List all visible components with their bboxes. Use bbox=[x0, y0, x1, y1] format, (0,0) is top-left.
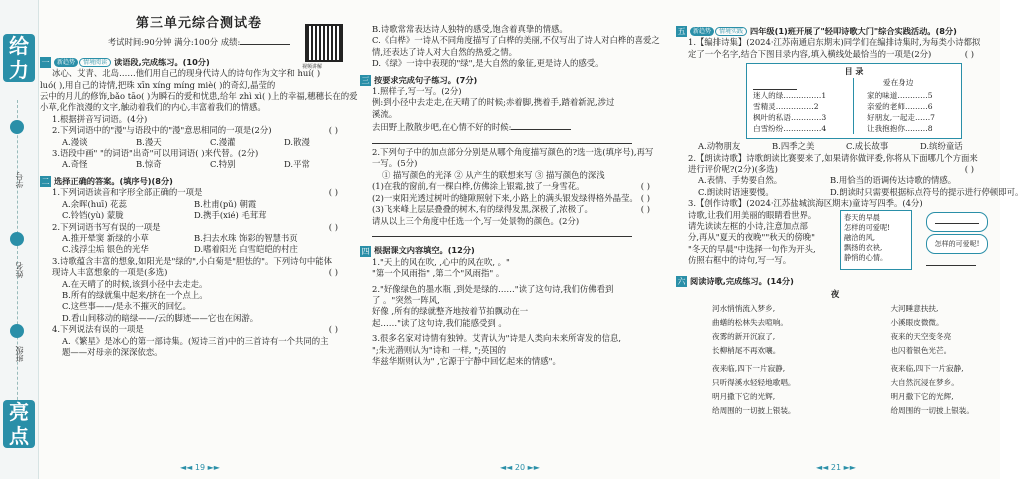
poem-line: 融洽的风, bbox=[844, 232, 876, 242]
question bbox=[40, 187, 358, 198]
question-item: 请从以上三个角度中任选一个,写一处景物的颜色。(2分) bbox=[372, 215, 580, 226]
question bbox=[40, 222, 358, 233]
poem-line: 飘扬的衣袂, bbox=[844, 242, 883, 252]
option[interactable]: B.漫天 bbox=[136, 136, 162, 147]
passage-line: 冰心、艾青、北岛……他们用自己的现身代诗人的诗句作为文字和 huí( ) bbox=[52, 68, 321, 79]
option[interactable]: D.朗读时只需要根据标点符号的提示进行停顿即可。 bbox=[830, 186, 1023, 197]
question: 一写。(5分) bbox=[372, 158, 418, 169]
question-text: (3)飞来峰上层层叠叠的树木,有的绿得发黑,深极了,浓极了。 bbox=[372, 204, 593, 215]
poem-line: 夜来临,四下一片寂静, bbox=[712, 364, 786, 374]
options bbox=[40, 137, 358, 148]
question-text: 进行评价呢?(2分)(多选) bbox=[688, 164, 778, 175]
question-text: 2.下列词语中的"漫"与语段中的"漫"意思相同的一项是(2分) bbox=[52, 125, 272, 136]
answer-bubble: 怎样的可爱呢! bbox=[926, 234, 988, 254]
options bbox=[676, 141, 994, 152]
name-label: 姓名 bbox=[15, 262, 24, 278]
answer-paren[interactable]: ( ) bbox=[964, 164, 974, 175]
table-of-contents bbox=[746, 63, 962, 139]
question bbox=[676, 49, 994, 60]
section-title: 选择正确的答案。(填序号)(8分) bbox=[54, 175, 173, 186]
question-text: 定了一个名字,结合下图目录内容,填入横线处最恰当的一项是(2分) bbox=[688, 48, 932, 59]
options bbox=[40, 244, 358, 255]
option[interactable]: B.诗歌常常表达诗人独特的感受,饱含着真挚的情感。 bbox=[372, 24, 568, 34]
answer-paren[interactable]: ( ) bbox=[328, 187, 338, 198]
poem-line: 小溪眼皮微微。 bbox=[890, 318, 944, 328]
section-6-header bbox=[676, 276, 994, 287]
section-title: 四年级(1)班开展了"轻叩诗歌大门"综合实践活动。(8分) bbox=[750, 26, 957, 36]
question: 2.下列句子中的加点部分分别是从哪个角度描写颜色的?选一选(填序号),再写 bbox=[372, 147, 654, 158]
option[interactable]: B.用恰当的语调传达诗歌的情感。 bbox=[830, 175, 957, 186]
poem-line: 夜雾的新开沉寂了, bbox=[712, 332, 776, 342]
option[interactable]: B.惊奇 bbox=[136, 159, 162, 170]
option: 情,还表达了诗人对大自然的热爱之情。 bbox=[372, 46, 518, 57]
question: 1."天上的风在吹, ,心中的风在吹, 。" bbox=[372, 256, 510, 267]
question: 3.很多名家对诗情有独钟。艾青认为"诗是人类向未来所寄发的信息, bbox=[372, 333, 622, 344]
options bbox=[40, 210, 358, 221]
section-number: 六 bbox=[677, 276, 686, 286]
section-3-header bbox=[360, 75, 670, 86]
poem-line: 静悄的心情。 bbox=[844, 252, 888, 262]
section-title: 根据课文内容填空。(12分) bbox=[374, 245, 475, 256]
question-text: (1)在我的窗前,有一棵白桦,仿佛涂上银霜,披了一身雪花。 bbox=[372, 181, 585, 192]
poem-line: 给周围的一切披上银装。 bbox=[890, 406, 974, 416]
answer-blank[interactable] bbox=[935, 215, 979, 224]
passage-line: 小草,化作浪漫的文字,触动着我们的内心,丰富着我们的情感。 bbox=[40, 102, 266, 113]
question: 1.根据拼音写词语。(4分) bbox=[52, 113, 148, 124]
option-list: ① 描写颜色的光泽 ② 从产生的联想来写 ③ 描写颜色的深浅 bbox=[382, 169, 605, 180]
options bbox=[40, 233, 358, 244]
answer-blank[interactable] bbox=[926, 256, 976, 266]
answer-paren[interactable]: ( ) bbox=[328, 221, 338, 232]
poem-line: 明月撒下它的光辉, bbox=[890, 392, 954, 402]
question: 3.【创作诗歌】(2024·江苏盐城滨海区期末)童诗写四季。(4分) bbox=[688, 198, 923, 209]
poem-writing-area bbox=[676, 210, 994, 272]
question: 1.【编排诗集】(2024·江苏南通启东期末)同学们在编排诗集时,为每类小诗都拟 bbox=[688, 37, 981, 48]
section-number: 二 bbox=[41, 177, 50, 187]
question: "第一个风雨指" ,第二个"风雨指" 。 bbox=[372, 268, 505, 279]
option[interactable]: C.漫灌 bbox=[210, 136, 236, 147]
option[interactable]: D.缤纷童话 bbox=[920, 141, 963, 152]
question-text: (2)一束阳光透过树叶的缝隙照射下来,小路上的满头银发绿得格外晶莹。 bbox=[372, 192, 638, 203]
section-title: 阅读诗歌,完成练习。(14分) bbox=[690, 275, 794, 286]
question bbox=[40, 125, 358, 136]
options bbox=[676, 186, 1023, 198]
option[interactable]: A.《繁星》是冰心的第一部诗集。(短诗三首)中的三首诗有一个共同的主 bbox=[62, 335, 329, 346]
option[interactable]: D.携手(xié) 毛茸茸 bbox=[194, 210, 267, 221]
answer-paren[interactable]: ( ) bbox=[640, 192, 650, 203]
question-text: 1.下列词语读音和字形全部正确的一项是 bbox=[52, 187, 203, 198]
toc-right-head: 爱在身边 bbox=[883, 78, 914, 88]
poem-line: 春天的早晨 bbox=[844, 212, 880, 222]
strip-dot bbox=[10, 232, 24, 246]
instruction-line: 仿照右框中的诗句,写一写。 bbox=[688, 255, 792, 266]
option[interactable]: A.表情、手势要自然。 bbox=[698, 175, 783, 186]
section-2-header bbox=[40, 176, 358, 187]
toc-item: 雪精灵……………2 bbox=[753, 102, 819, 112]
option[interactable]: C.特别 bbox=[210, 159, 236, 170]
question: ";朱光潜则认为"诗和 一样, ";英国的 bbox=[372, 344, 507, 355]
option[interactable]: B.所有的绿就集中起来/挤在一个点上。 bbox=[62, 289, 208, 300]
question: 2.【朗读诗歌】诗歌朗读比赛要来了,如果请你做评委,你将从下面哪几个方面来 bbox=[688, 152, 978, 163]
answer-paren[interactable]: ( ) bbox=[964, 48, 974, 59]
page-number-text: 19 bbox=[194, 462, 206, 472]
option[interactable]: A.推开晕窦 新绿的小草 bbox=[62, 232, 149, 243]
qr-caption: 视频讲解 bbox=[302, 64, 323, 70]
poem-right-column bbox=[890, 302, 974, 418]
page-number: ◄◄ 21 ►► bbox=[816, 462, 856, 472]
page-21 bbox=[676, 0, 1023, 479]
question bbox=[40, 324, 358, 335]
toc-item: 让我抱抱你………8 bbox=[867, 124, 933, 134]
option[interactable]: D.散漫 bbox=[284, 136, 310, 147]
section-5-header bbox=[676, 26, 994, 37]
page-number-text: 20 bbox=[514, 462, 526, 472]
answer-line bbox=[926, 256, 976, 269]
answer-paren[interactable]: ( ) bbox=[328, 125, 338, 136]
poem-line: 怎样的可爱呢! bbox=[844, 222, 891, 232]
poem-left-column bbox=[712, 302, 796, 418]
example-text: 去田野上散散步吧,在心情不好的时候: bbox=[372, 122, 512, 133]
question: 1.照样子,写一写。(2分) bbox=[372, 86, 462, 97]
question: 2."好像绿色的墨水瓶 ,到处是绿的……"读了这句诗,我们仿佛看到 bbox=[372, 283, 614, 294]
section-number: 四 bbox=[361, 246, 370, 256]
option[interactable]: D.《绿》一诗中表现的"绿",是大自然的象征,更是诗人的感受。 bbox=[372, 58, 604, 69]
answer-bubble[interactable] bbox=[926, 212, 988, 232]
poem-line: 河水悄悄流入梦乡, bbox=[712, 304, 776, 314]
poem-line: 曲蟮的松林失去喧响。 bbox=[712, 318, 788, 328]
option[interactable]: A.在天晴了的时候,该到小径中去走走。 bbox=[62, 278, 208, 289]
instruction-line: "冬天的早晨"中选择一句作为开头, bbox=[688, 243, 816, 254]
toc-item: 亲爱的老师………6 bbox=[867, 102, 933, 112]
question bbox=[40, 267, 358, 278]
option[interactable]: D.嗜着阳光 白雪皑皑的村庄 bbox=[194, 244, 298, 255]
option[interactable]: C.成长故事 bbox=[846, 141, 889, 152]
poem-line: 也闪着银色光芒。 bbox=[890, 346, 952, 356]
instruction-line: 诗歌,让我们用美丽的眼睛看世界。 bbox=[688, 209, 817, 220]
answer-paren[interactable]: ( ) bbox=[328, 267, 338, 278]
option[interactable]: B.杜甫(pǔ) 朝霞 bbox=[194, 198, 257, 209]
options bbox=[40, 199, 358, 210]
toc-item: 好朋友,一起走……7 bbox=[867, 113, 935, 123]
strip-top-block bbox=[3, 34, 35, 82]
toc-item: 枫叶的私语…………3 bbox=[753, 113, 827, 123]
strip-dot bbox=[10, 120, 24, 134]
option[interactable]: D.看山间移动的暗绿——/云的脚迹——它也在闲游。 bbox=[62, 312, 259, 323]
answer-blank[interactable] bbox=[372, 227, 632, 237]
page-number: ◄◄ 20 ►► bbox=[500, 462, 540, 472]
answer-line bbox=[360, 227, 670, 240]
example-line bbox=[360, 120, 670, 133]
option[interactable]: A.余晖(huī) 花蕊 bbox=[62, 198, 127, 209]
strip-top-chars: 给力 bbox=[9, 34, 29, 82]
answer-paren[interactable]: ( ) bbox=[328, 324, 338, 335]
page-19 bbox=[40, 0, 358, 479]
student-id-label: 学号 bbox=[15, 172, 24, 188]
poem-body bbox=[676, 302, 994, 418]
qr-code-icon[interactable] bbox=[305, 24, 343, 62]
toc-item: 白雪纷纷……………4 bbox=[753, 124, 827, 134]
trend-tag: 新趋势 bbox=[690, 27, 714, 36]
exam-meta-text: 考试时间:90分钟 满分:100分 成绩: bbox=[107, 37, 241, 48]
answer-line bbox=[360, 134, 670, 147]
passage-line: 云中的月儿的修饰,bǎo tāo( )为瞬石的爱和忧患,给年 zhì xì( )上的幸福,穗穗长在的爱 bbox=[40, 91, 358, 102]
question-item bbox=[360, 181, 670, 192]
option[interactable]: C.这些事——/是永不摧灭的回忆。 bbox=[62, 301, 191, 312]
option[interactable]: A.动物朋友 bbox=[698, 141, 741, 152]
section-number: 三 bbox=[361, 75, 370, 85]
top-spacer bbox=[360, 0, 670, 24]
example-line: 溪流。 bbox=[372, 108, 398, 119]
poem-line: 夜来临,四下一片寂静, bbox=[890, 364, 964, 374]
class-label: 班级 bbox=[15, 346, 24, 362]
section-title: 按要求完成句子练习。(7分) bbox=[374, 74, 478, 85]
context-tag: 情境阅读 bbox=[79, 58, 111, 67]
strip-dashed-line bbox=[17, 100, 18, 420]
section-4-header bbox=[360, 245, 670, 256]
answer-blank[interactable] bbox=[511, 120, 571, 130]
toc-divider bbox=[853, 78, 854, 134]
option[interactable]: C.浅浮尘垢 银色的光华 bbox=[62, 244, 149, 255]
answer-paren[interactable]: ( ) bbox=[640, 181, 650, 192]
example-line: 例:到小径中去走走,在天晴了的时候;赤着脚,携着手,踏着新泥,涉过 bbox=[372, 97, 615, 108]
page-number-text: 21 bbox=[830, 462, 842, 472]
option[interactable]: C.朗读时语速要慢。 bbox=[698, 186, 774, 197]
question: 起……"读了这句诗,我们能感受到 。 bbox=[372, 317, 507, 328]
question: 3.语段中画" "的词语"出奇"可以用词语( )来代替。(2分) bbox=[52, 148, 259, 159]
section-title: 读语段,完成练习。(10分) bbox=[114, 56, 210, 67]
context-tag: 情境实践 bbox=[715, 27, 747, 36]
toc-title: 目 录 bbox=[844, 66, 864, 77]
option[interactable]: A.漫谈 bbox=[62, 136, 88, 147]
instruction-line: 分,再从"夏天的夜晚""秋天的傍晚" bbox=[688, 232, 815, 243]
answer-blank[interactable] bbox=[753, 80, 797, 90]
option[interactable]: C.《白桦》一诗从不同角度描写了白桦的美丽,不仅写出了诗人对白桦的喜爱之 bbox=[372, 35, 660, 46]
options bbox=[40, 159, 358, 170]
question bbox=[676, 164, 994, 175]
binding-strip bbox=[0, 0, 39, 479]
option[interactable]: B.扫去水珠 饰彩的智慧书页 bbox=[194, 232, 298, 243]
instruction-line: 请先读读左框的小诗,注意加点部 bbox=[688, 221, 808, 232]
question-item bbox=[360, 193, 670, 204]
sample-poem-box bbox=[840, 210, 912, 270]
trend-tag: 新趋势 bbox=[54, 58, 78, 67]
poem-title: 夜 bbox=[830, 289, 840, 300]
poem-line: 夜来的天空变冬亮 bbox=[890, 332, 952, 342]
poem-line: 长柳梢尾不再欢嚷。 bbox=[712, 346, 781, 356]
question: 好像 ,所有的绿就整齐地按着节拍飘动在一 bbox=[372, 306, 529, 317]
page-number: ◄◄ 19 ►► bbox=[180, 462, 220, 472]
option: 题——对母亲的深深依恋。 bbox=[62, 346, 163, 357]
question: 华兹华斯则认为" ,它源于宁静中回忆起来的情感"。 bbox=[372, 355, 561, 366]
question-text: 现诗人丰富想象的一项是(多选) bbox=[52, 267, 168, 278]
options bbox=[676, 175, 994, 186]
page-title: 第三单元综合测试卷 bbox=[135, 16, 262, 31]
question-text: 4.下列说法有误的一项是 bbox=[52, 324, 144, 335]
question-item bbox=[360, 204, 670, 215]
option[interactable]: D.平常 bbox=[284, 159, 310, 170]
answer-paren[interactable]: ( ) bbox=[640, 204, 650, 215]
passage-line: luó( ),用自己的诗情,把珠 xīn xíng míng miè( )的奇幻,晶莹的 bbox=[40, 79, 276, 90]
page-20 bbox=[360, 0, 670, 479]
option[interactable]: B.四季之美 bbox=[772, 141, 815, 152]
strip-bottom-block bbox=[3, 400, 35, 448]
answer-blank[interactable] bbox=[372, 134, 632, 144]
strip-bottom-chars: 亮点 bbox=[9, 400, 29, 448]
toc-item: 家的味道…………5 bbox=[867, 91, 933, 101]
section-number: 五 bbox=[677, 27, 686, 37]
question-text: 2.下列词语书写有误的一项是 bbox=[52, 221, 161, 232]
poem-line: 只听得溪水轻轻地歌唱。 bbox=[712, 378, 796, 388]
option[interactable]: A.奇怪 bbox=[62, 159, 88, 170]
option[interactable]: C.铃铛(yù) 蒙胧 bbox=[62, 210, 124, 221]
poem-line: 给周围的一切披上银装。 bbox=[712, 406, 796, 416]
score-blank[interactable] bbox=[240, 35, 290, 45]
strip-dot bbox=[10, 324, 24, 338]
toc-item: 迷人的绿……………1 bbox=[753, 91, 827, 101]
question: 了 。"突然一阵风, bbox=[372, 294, 440, 305]
section-number: 一 bbox=[41, 58, 50, 68]
poem-line: 大河睡意扶扶, bbox=[890, 304, 939, 314]
question: 3.诗歌蕴含丰富的想象,如阳光是"绿的",小白菊是"胆怯的"。下列诗句中能体 bbox=[52, 255, 332, 266]
poem-line: 大自然沉浸在梦乡。 bbox=[890, 378, 959, 388]
poem-line: 明月撒下它的光辉, bbox=[712, 392, 776, 402]
